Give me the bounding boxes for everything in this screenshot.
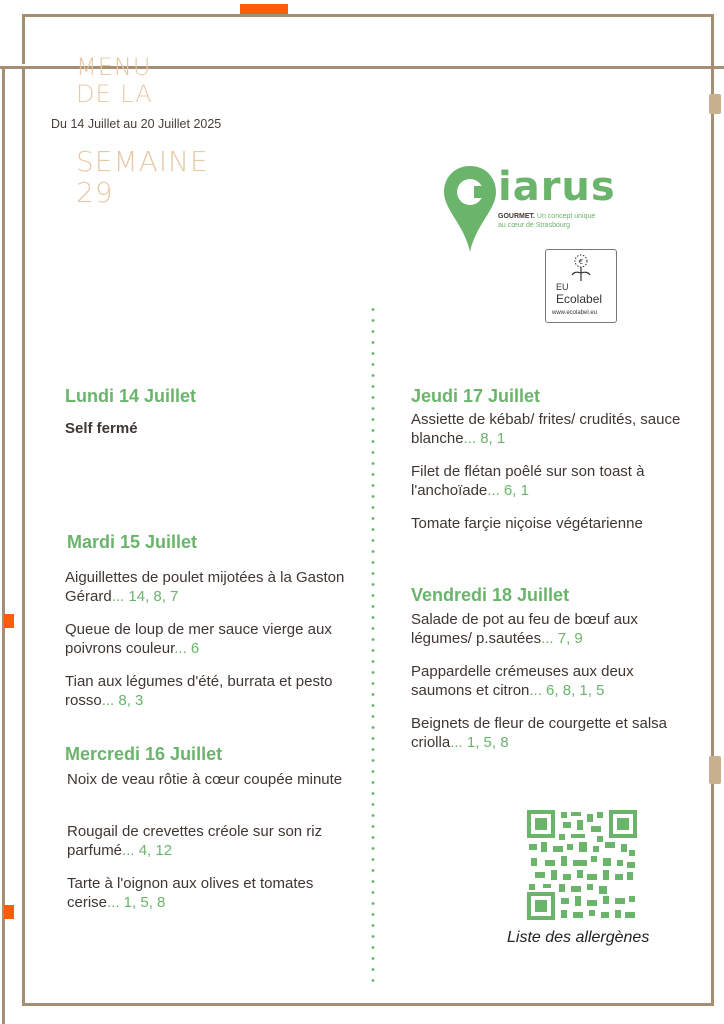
ecolabel-name: Ecolabel	[556, 292, 603, 306]
menu-title-line2: DE LA	[76, 80, 153, 108]
frame-left-line	[22, 14, 25, 64]
left-orange-accent-2	[4, 905, 14, 919]
menu-item: Salade de pot au feu de bœuf aux légumes/ p.sautées... 7, 9	[411, 611, 638, 647]
menu-item: Noix de veau rôtie à cœur coupée minute	[67, 771, 343, 788]
ecolabel-eu: EU	[556, 282, 569, 292]
monday-note: Self fermé	[65, 420, 138, 437]
tagline-bold: GOURMET.	[498, 213, 535, 220]
frame-right-line	[711, 14, 714, 1006]
qr-caption: Liste des allergènes	[507, 929, 650, 946]
day-title-tuesday: Mardi 15 Juillet	[67, 532, 198, 552]
menu-item: Aiguillettes de poulet mijotées à la Gaston Gérard... 14, 8, 7	[65, 569, 345, 605]
map-pin-icon	[440, 162, 500, 254]
logo-name: iarus	[498, 164, 616, 210]
ecolabel-badge	[545, 249, 617, 323]
menu-title-line1: MENU	[76, 53, 152, 81]
day-title-friday: Vendredi 18 Juillet	[411, 585, 570, 605]
menu-item: Beignets de fleur de courgette et salsa criolla... 1, 5, 8	[411, 715, 667, 751]
menu-item: Rougail de crevettes créole sur son riz parfumé... 4, 12	[67, 823, 323, 859]
date-range: Du 14 Juillet au 20 Juillet 2025	[51, 117, 222, 131]
right-tab-2	[709, 756, 721, 784]
frame-inner-left-line	[22, 66, 25, 1006]
frame-bottom-line	[22, 1003, 714, 1006]
allergen-qr-code[interactable]	[527, 810, 637, 920]
frame-top-line	[22, 14, 714, 17]
right-tab-1	[709, 94, 721, 114]
day-title-thursday: Jeudi 17 Juillet	[411, 386, 541, 406]
menu-item: Filet de flétan poêlé sur son toast à l'anchoïade... 6, 1	[411, 463, 645, 499]
day-title-monday: Lundi 14 Juillet	[65, 386, 197, 406]
menu-item: Assiette de kébab/ frites/ crudités, sauce blanche... 8, 1	[411, 411, 681, 447]
top-orange-accent	[240, 4, 288, 14]
tagline-rest: Un concept unique	[536, 213, 596, 220]
svg-text:€: €	[578, 258, 584, 266]
week-title-line1: SEMAINE	[76, 145, 209, 178]
left-orange-accent-1	[4, 614, 14, 628]
ecolabel-url: www.ecolabel.eu	[552, 310, 598, 316]
menu-item: Tarte à l'oignon aux olives et tomates cerise... 1, 5, 8	[67, 875, 314, 911]
eu-flower-icon	[566, 253, 596, 283]
day-title-wednesday: Mercredi 16 Juillet	[65, 744, 223, 764]
menu-item: Tomate farçie niçoise végétarienne	[411, 515, 643, 532]
menu-item: Tian aux légumes d'été, burrata et pesto rosso... 8, 3	[65, 673, 333, 709]
logo-tagline	[498, 212, 595, 230]
column-divider	[371, 304, 375, 984]
frame-outer-left-line	[2, 66, 5, 1024]
week-title-line2: 29	[76, 176, 114, 209]
menu-item: Queue de loup de mer sauce vierge aux poivrons couleur... 6	[65, 621, 332, 657]
tagline-line2: au cœur de Strasbourg	[498, 222, 570, 229]
ciarus-logo	[440, 162, 630, 254]
menu-item: Pappardelle crémeuses aux deux saumons et citron... 6, 8, 1, 5	[411, 663, 634, 699]
